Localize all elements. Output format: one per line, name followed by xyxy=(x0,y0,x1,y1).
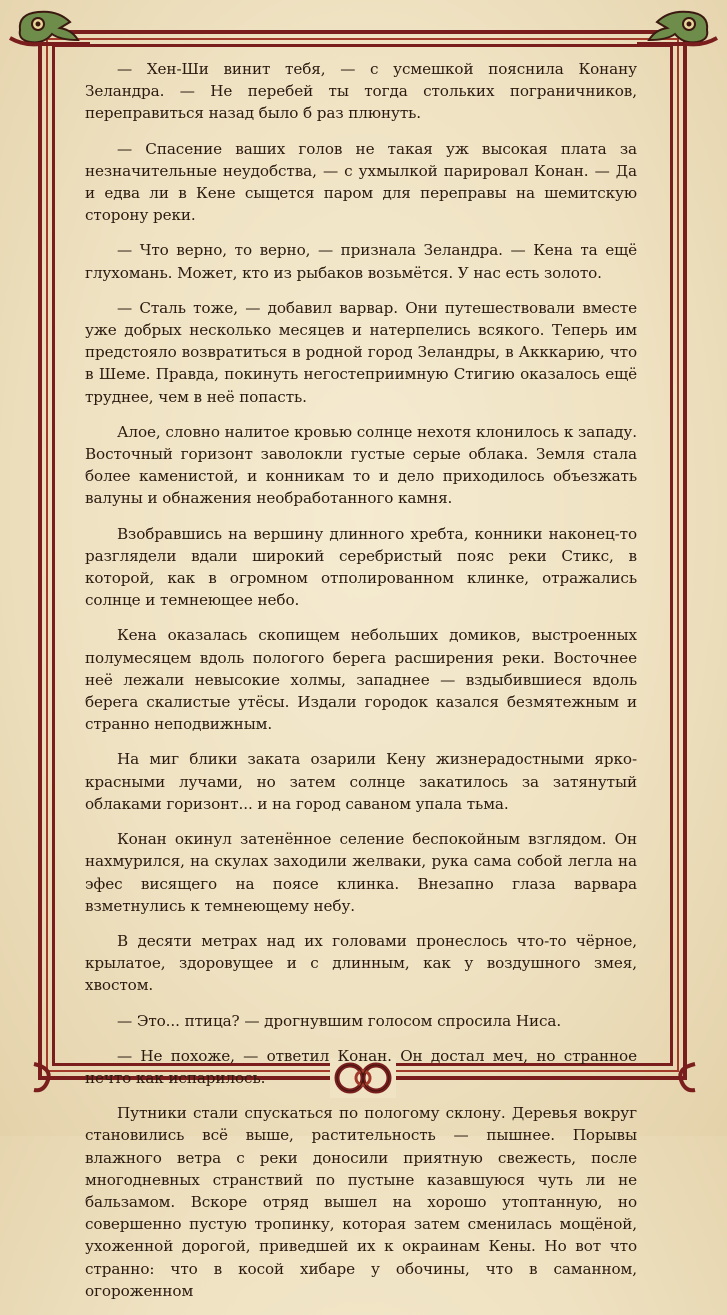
bird-head-ornament-icon xyxy=(0,0,90,60)
paragraph: Конан окинул затенённое селение беспокойным взглядом. Он нахмурился, на скулах заходили желваки, рука сама собой легла на эфес висящего на поясе клинка. Внезапно глаза варвара взметнулись к темнеющему небу. xyxy=(85,830,637,915)
paragraph: — Что верно, то верно, — признала Зеландра. — Кена та ещё глухомань. Может, кто из рыбаков возьмётся. У нас есть золото. xyxy=(85,241,637,282)
paragraph: — Не похоже, — ответил Конан. Он достал меч, но странное нечто как испарилось. xyxy=(85,1046,637,1087)
paragraph: — Это... птица? — дрогнувшим голосом спросила Ниса. xyxy=(117,1011,562,1030)
paragraph: Путники стали спускаться по пологому склону. Деревья вокруг становились всё выше, растительность — пышнее. Порывы влажного ветра с реки доносили приятную свежесть, после многодневных странствий по пустыне казавшуюся чуть ли не бальзамом. Вскоре отряд вышел на хорошо утоптанную, но совершенно пустую тропинку, которая затем сменилась мощёной, ухоженной дорогой, приведшей их к окраинам Кены. Но вот что странно: что в косой хибаре у обочины, что в саманном, огороженном xyxy=(85,1104,637,1300)
paragraph: В десяти метрах над их головами пронеслось что-то чёрное, крылатое, здоровущее и с длинным, как у воздушного змея, хвостом. xyxy=(85,931,637,995)
paragraph: — Хен-Ши винит тебя, — с усмешкой пояснила Конану Зеландра. — Не перебей ты тогда стольких пограничников, переправиться назад было б раз плюнуть. xyxy=(85,60,637,123)
paragraph: Кена оказалась скопищем небольших домиков, выстроенных полумесяцем вдоль пологого берега расширения реки. Восточнее неё лежали невысокие холмы, западнее — вздыбившиеся вдоль берега скалистые утёсы. Издали городок казался безмятежным и странно неподвижным. xyxy=(85,626,637,734)
story-text xyxy=(85,58,637,1315)
corner-knot-icon xyxy=(30,1060,56,1096)
paragraph: Алое, словно налитое кровью солнце нехотя клонилось к западу. Восточный горизонт заволокли густые серые облака. Земля стала более каменистой, и конникам то и дело приходилось объезжать валуны и обнажения необработанного камня. xyxy=(85,422,637,508)
paragraph: Взобравшись на вершину длинного хребта, конники наконец-то разглядели вдали широкий серебристый пояс реки Стикс, в которой, как в огромном отполированном клинке, отражались солнце и темнеющее небо. xyxy=(85,524,637,610)
corner-knot-icon xyxy=(673,1060,699,1096)
paragraph: — Сталь тоже, — добавил варвар. Они путешествовали вместе уже добрых несколько месяцев и натерпелись всякого. Теперь им предстояло возвратиться в родной город Зеландры, в Акккарию, что в Шеме. Правда, покинуть негостеприимную Стигию оказалось ещё труднее, чем в неё попасть. xyxy=(85,298,637,406)
paragraph: На миг блики заката озарили Кену жизнерадостными ярко-красными лучами, но затем солнце закатилось за затянутый облаками горизонт... и на город саваном упала тьма. xyxy=(85,750,637,813)
bird-head-ornament-icon xyxy=(637,0,727,60)
paragraph: — Спасение ваших голов не такая уж высокая плата за незначительные неудобства, — с ухмылкой парировал Конан. — Да и едва ли в Кене сыщется паром для переправы на шемитскую сторону реки. xyxy=(85,139,637,225)
